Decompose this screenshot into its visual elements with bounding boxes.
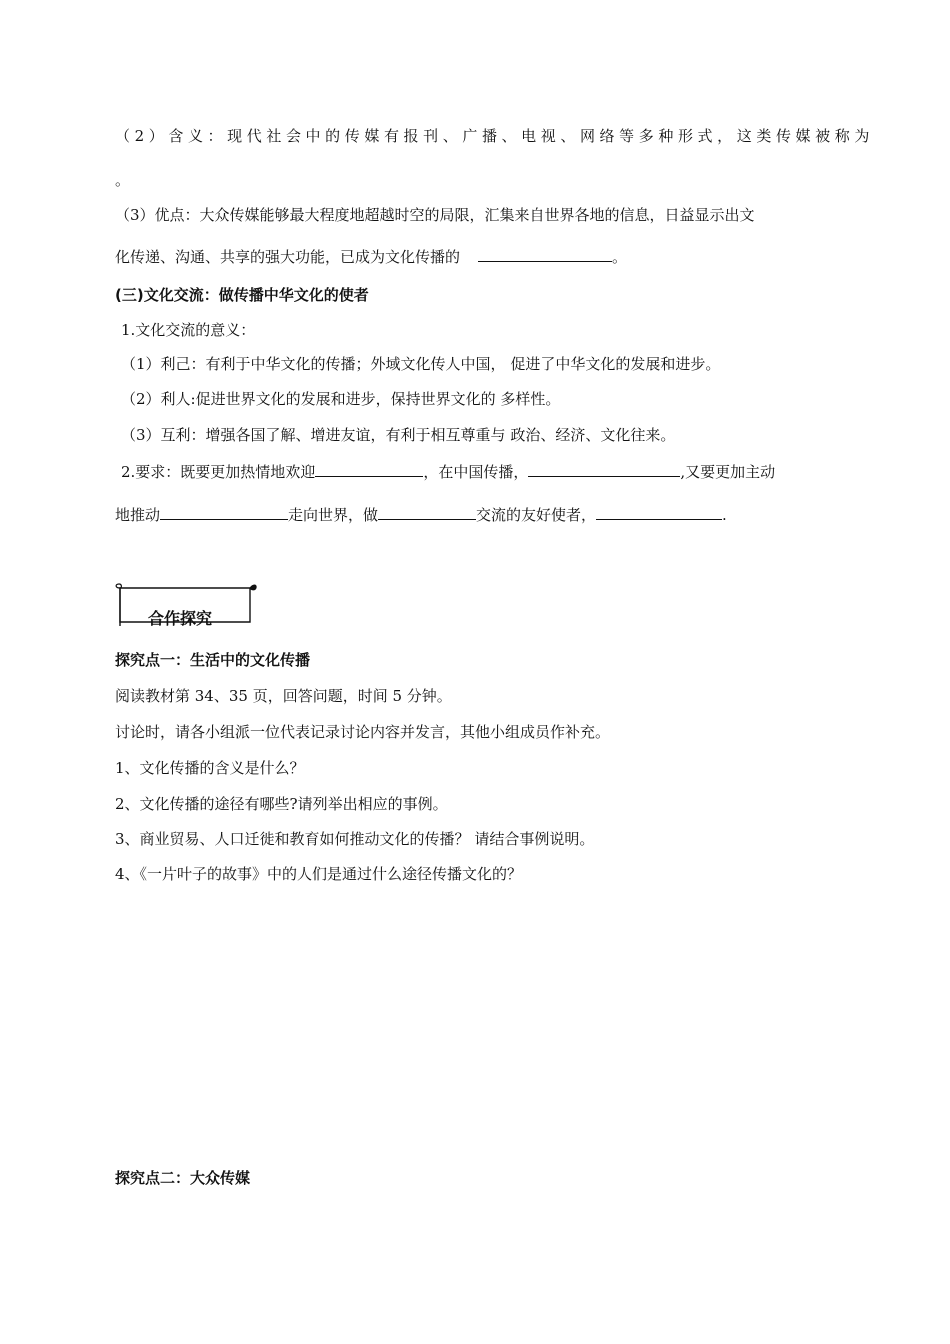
explore-heading: 探究点一：生活中的文化传播 [115,651,311,669]
exchange-meaning-title: 1.文化交流的意义： [121,321,256,339]
requirement-text: 地推动 [115,506,161,524]
instruction-text: 阅读教材第 34、35 页，回答问题，时间 5 分钟。 [115,687,452,705]
meaning-line: （2）含义：现代社会中的传媒有报刊、广播、电视、网络等多种形式，这类传媒被称为 [115,127,874,145]
requirement-text: ,又要更加主动 [680,463,776,481]
section-heading: (三)文化交流：做传播中华文化的使者 [115,286,369,304]
advantage-line-2 [115,246,627,267]
benefit-others: （2）利人:促进世界文化的发展和进步，保持世界文化的 多样性。 [121,390,561,408]
requirement-text: 交流的友好使者， [476,506,597,524]
meaning-line-end: 。 [115,171,131,189]
advantage-line: （3）优点：大众传媒能够最大程度地超越时空的局限，汇集来自世界各地的信息，日益显示出文 [115,206,755,224]
requirement-text: ，在中国传播， [423,463,529,481]
question-item: 1、文化传播的含义是什么？ [115,759,305,777]
question-item: 3、商业贸易、人口迁徙和教育如何推动文化的传播？ 请结合事例说明。 [115,830,595,848]
requirement-text: 2.要求：既要更加热情地欢迎 [121,463,316,481]
requirement-text: 走向世界，做 [288,506,379,524]
question-item: 2、文化传播的途径有哪些?请列举出相应的事例。 [115,795,448,813]
advantage-text: 化传递、沟通、共享的强大功能，已成为文化传播的 [115,248,461,266]
fill-blank[interactable] [160,504,288,520]
fill-blank[interactable] [315,461,423,477]
advantage-end: 。 [612,248,628,266]
explore-heading: 探究点二：大众传媒 [115,1169,251,1187]
fill-blank[interactable] [596,504,722,520]
fill-blank[interactable] [528,461,680,477]
benefit-self: （1）利己：有利于中华文化的传播；外域文化传人中国， 促进了中华文化的发展和进步。 [121,355,721,373]
requirement-line-2 [115,504,727,525]
fill-blank[interactable] [478,246,612,262]
question-item: 4、《一片叶子的故事》中的人们是通过什么途径传播文化的？ [115,865,523,883]
mutual-benefit: （3）互利：增强各国了解、增进友谊，有利于相互尊重与 政治、经济、文化往来。 [121,426,676,444]
fill-blank[interactable] [378,504,476,520]
banner-label: 合作探究 [148,609,213,628]
requirement-line [121,461,775,482]
instruction-text: 讨论时，请各小组派一位代表记录讨论内容并发言，其他小组成员作补充。 [115,723,611,741]
requirement-text: . [722,506,727,524]
